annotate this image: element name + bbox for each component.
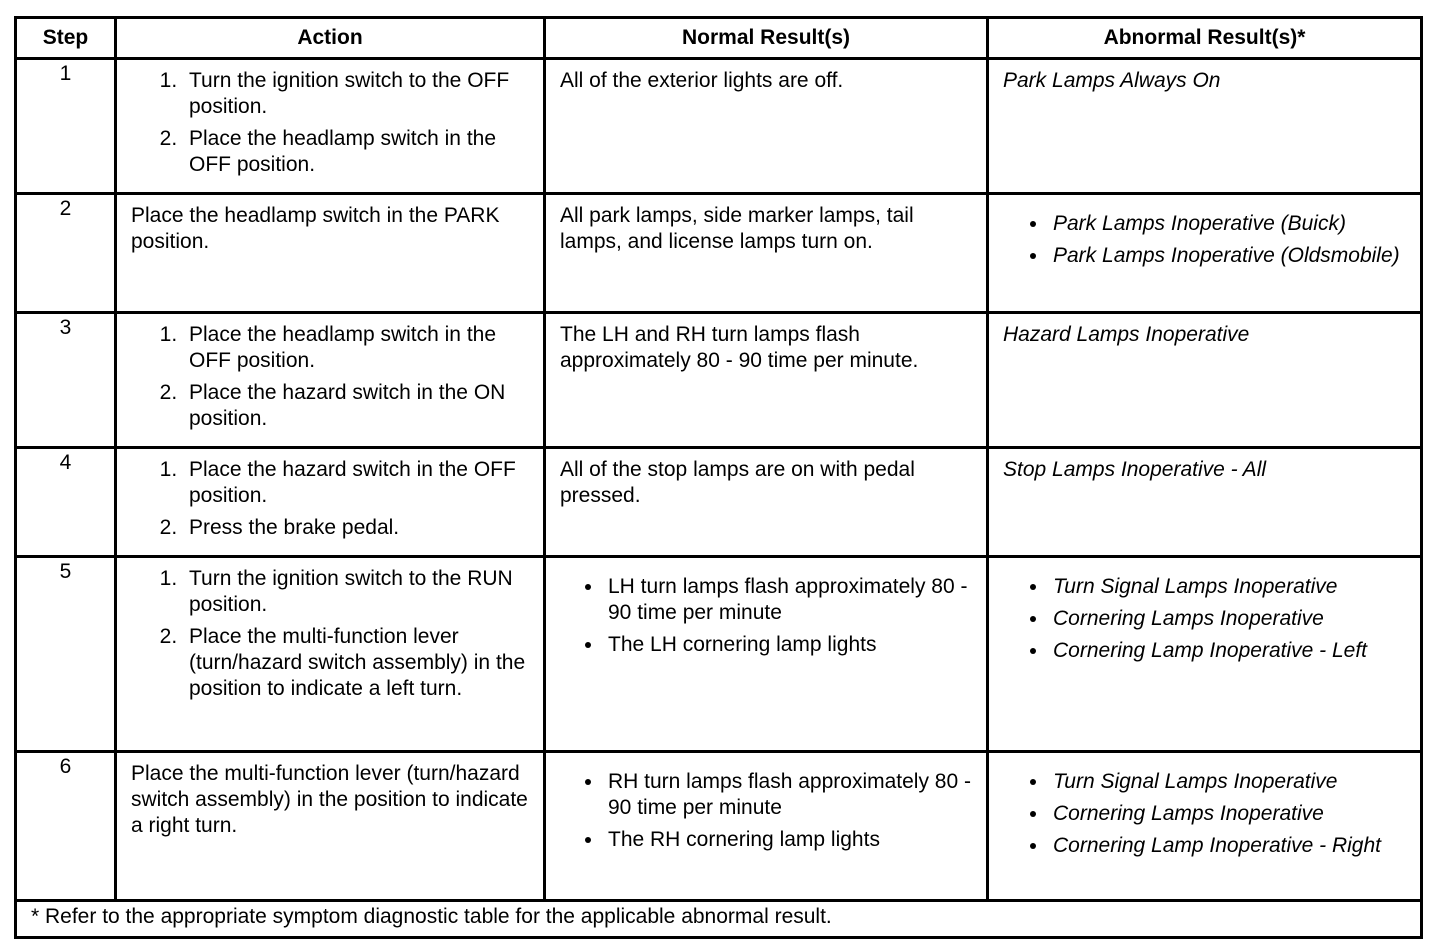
action-step: 1. Place the hazard switch in the OFF position. — [183, 457, 529, 509]
table-row — [16, 448, 1422, 557]
normal-result-item: • RH turn lamps flash approximately 80 - 90 time per minute — [604, 769, 972, 821]
abnormal-result-item: • Park Lamps Inoperative (Oldsmobile) — [1049, 243, 1406, 269]
action-step: 2. Press the brake pedal. — [183, 515, 529, 541]
action-cell — [116, 448, 545, 557]
normal-result-item: • The LH cornering lamp lights — [604, 632, 972, 658]
action-step: 2. Place the multi-function lever (turn/hazard switch assembly) in the position to indicate a left turn. — [183, 624, 529, 702]
step-number: 1 — [16, 59, 116, 194]
abnormal-result: Hazard Lamps Inoperative — [988, 313, 1422, 448]
action-steps — [131, 457, 529, 541]
footnote-row — [16, 901, 1422, 938]
action-step: 1. Turn the ignition switch to the OFF position. — [183, 68, 529, 120]
abnormal-result-item: • Park Lamps Inoperative (Buick) — [1049, 211, 1406, 237]
table-row — [16, 752, 1422, 901]
abnormal-result-item: • Cornering Lamp Inoperative - Left — [1049, 638, 1406, 664]
abnormal-result-list — [1003, 211, 1406, 269]
normal-result: All of the exterior lights are off. — [545, 59, 988, 194]
normal-result: All park lamps, side marker lamps, tail lamps, and license lamps turn on. — [545, 194, 988, 313]
abnormal-result: Stop Lamps Inoperative - All — [988, 448, 1422, 557]
step-number: 4 — [16, 448, 116, 557]
abnormal-result: Park Lamps Always On — [988, 59, 1422, 194]
abnormal-result — [988, 752, 1422, 901]
abnormal-result-item: • Turn Signal Lamps Inoperative — [1049, 769, 1406, 795]
footnote: * Refer to the appropriate symptom diagnostic table for the applicable abnormal result. — [16, 901, 1422, 938]
normal-result: The LH and RH turn lamps flash approximately 80 - 90 time per minute. — [545, 313, 988, 448]
header-step: Step — [16, 18, 116, 59]
table-row — [16, 313, 1422, 448]
abnormal-result-list — [1003, 769, 1406, 859]
action-cell — [116, 313, 545, 448]
action-step: 1. Turn the ignition switch to the RUN position. — [183, 566, 529, 618]
normal-result-item: • The RH cornering lamp lights — [604, 827, 972, 853]
action-steps — [131, 322, 529, 432]
table-row — [16, 59, 1422, 194]
action-step: 1. Place the headlamp switch in the OFF position. — [183, 322, 529, 374]
header-row — [16, 18, 1422, 59]
abnormal-result-item: • Turn Signal Lamps Inoperative — [1049, 574, 1406, 600]
normal-result-list — [560, 769, 972, 853]
normal-result: All of the stop lamps are on with pedal pressed. — [545, 448, 988, 557]
normal-result — [545, 557, 988, 752]
action-text: Place the headlamp switch in the PARK position. — [116, 194, 545, 313]
step-number: 6 — [16, 752, 116, 901]
action-steps — [131, 68, 529, 178]
header-normal-results: Normal Result(s) — [545, 18, 988, 59]
action-text: Place the multi-function lever (turn/hazard switch assembly) in the position to indicate a right turn. — [116, 752, 545, 901]
step-number: 2 — [16, 194, 116, 313]
diagnostic-table — [14, 16, 1423, 939]
table-row — [16, 194, 1422, 313]
action-step: 2. Place the hazard switch in the ON position. — [183, 380, 529, 432]
header-abnormal-results: Abnormal Result(s)* — [988, 18, 1422, 59]
abnormal-result-item: • Cornering Lamps Inoperative — [1049, 606, 1406, 632]
abnormal-result — [988, 557, 1422, 752]
action-cell — [116, 59, 545, 194]
abnormal-result-list — [1003, 574, 1406, 664]
normal-result-list — [560, 574, 972, 658]
step-number: 3 — [16, 313, 116, 448]
abnormal-result-item: • Cornering Lamp Inoperative - Right — [1049, 833, 1406, 859]
abnormal-result — [988, 194, 1422, 313]
normal-result — [545, 752, 988, 901]
abnormal-result-item: • Cornering Lamps Inoperative — [1049, 801, 1406, 827]
action-cell — [116, 557, 545, 752]
header-action: Action — [116, 18, 545, 59]
normal-result-item: • LH turn lamps flash approximately 80 - 90 time per minute — [604, 574, 972, 626]
action-step: 2. Place the headlamp switch in the OFF position. — [183, 126, 529, 178]
action-steps — [131, 566, 529, 702]
table-row — [16, 557, 1422, 752]
step-number: 5 — [16, 557, 116, 752]
